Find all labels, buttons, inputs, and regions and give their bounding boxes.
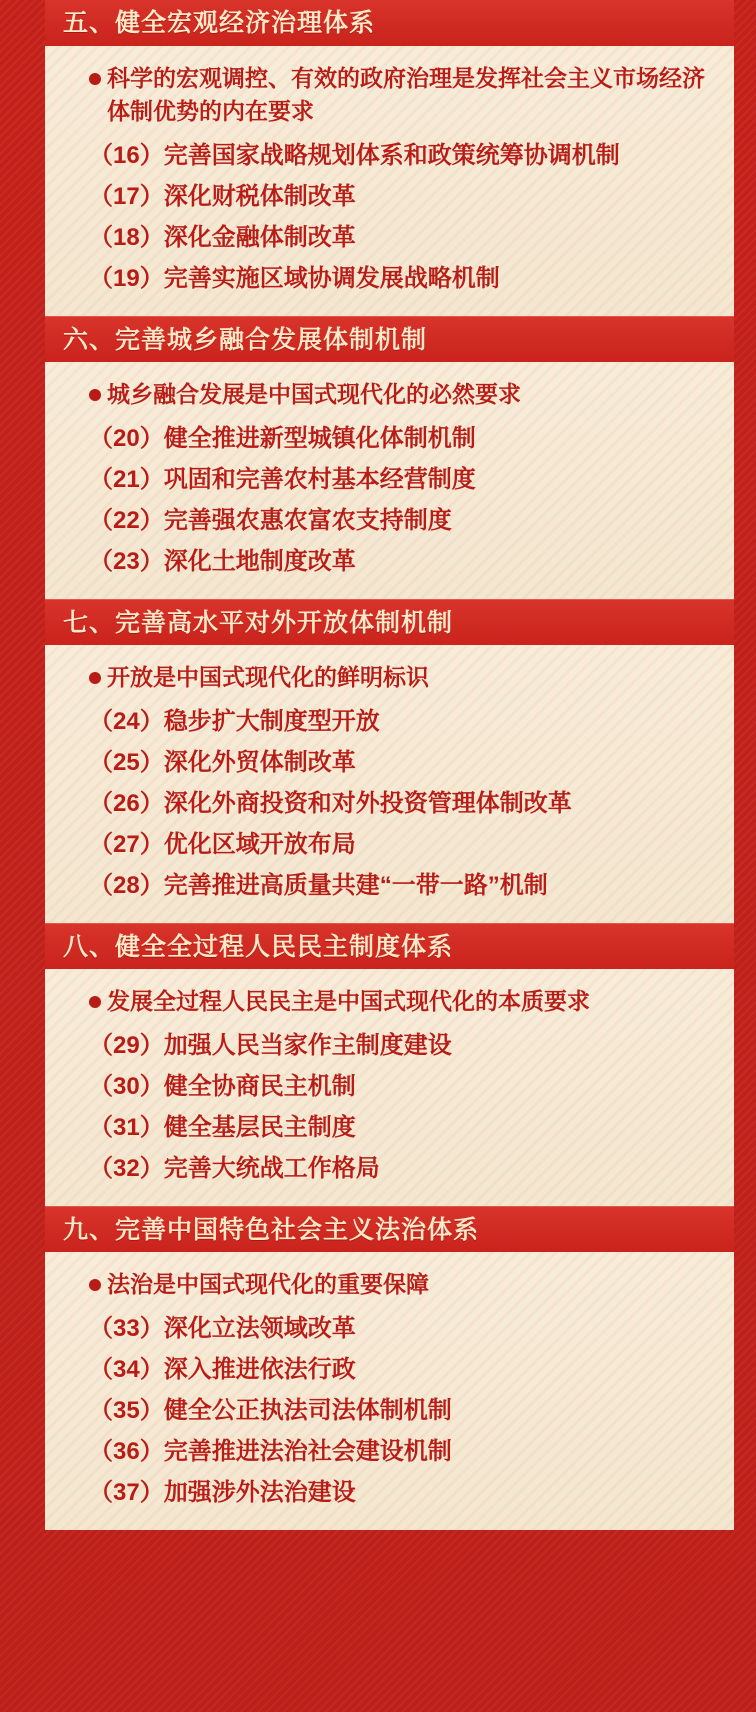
section [45, 599, 734, 923]
bullet-text: 城乡融合发展是中国式现代化的必然要求 [107, 381, 521, 407]
item-number: （37） [89, 1479, 164, 1506]
item-number: （30） [89, 1073, 164, 1100]
item-number: （35） [89, 1397, 164, 1424]
item-text: 完善强农惠农富农支持制度 [163, 507, 452, 534]
bullet-dot-icon [89, 1279, 101, 1291]
item-text: 深化外商投资和对外投资管理体制改革 [163, 790, 572, 817]
item-text: 完善推进高质量共建“一带一路”机制 [163, 872, 548, 899]
item-text: 深化金融体制改革 [163, 224, 356, 251]
section-body [45, 1252, 734, 1530]
numbered-item [89, 786, 716, 821]
section-heading: 七、完善高水平对外开放体制机制 [45, 599, 734, 645]
item-text: 深化财税体制改革 [163, 183, 356, 210]
numbered-item [89, 1028, 716, 1063]
numbered-item [89, 179, 716, 214]
item-number: （19） [89, 265, 164, 292]
numbered-item [89, 827, 716, 862]
item-text: 深化土地制度改革 [163, 548, 356, 575]
item-text: 健全基层民主制度 [163, 1114, 356, 1141]
item-text: 深入推进依法行政 [163, 1356, 356, 1383]
bullet-dot-icon [89, 73, 101, 85]
item-number: （22） [89, 507, 164, 534]
item-number: （23） [89, 548, 164, 575]
item-text: 深化外贸体制改革 [163, 749, 356, 776]
bullet-item [89, 661, 716, 694]
section-heading: 八、健全全过程人民民主制度体系 [45, 923, 734, 969]
section [45, 923, 734, 1206]
numbered-item [89, 1069, 716, 1104]
item-text: 完善实施区域协调发展战略机制 [163, 265, 500, 292]
item-number: （32） [89, 1155, 164, 1182]
numbered-item [89, 503, 716, 538]
section-heading: 九、完善中国特色社会主义法治体系 [45, 1206, 734, 1252]
bullet-dot-icon [89, 672, 101, 684]
numbered-item [89, 220, 716, 255]
section-heading: 五、健全宏观经济治理体系 [45, 0, 734, 46]
numbered-item [89, 462, 716, 497]
item-number: （24） [89, 708, 164, 735]
item-text: 加强人民当家作主制度建设 [163, 1032, 452, 1059]
item-number: （36） [89, 1438, 164, 1465]
item-text: 完善大统战工作格局 [163, 1155, 380, 1182]
bullet-text: 发展全过程人民民主是中国式现代化的本质要求 [107, 988, 590, 1014]
sections-container [45, 0, 734, 1536]
bullet-item [89, 985, 716, 1018]
section [45, 316, 734, 599]
numbered-item [89, 544, 716, 579]
item-text: 完善推进法治社会建设机制 [163, 1438, 452, 1465]
item-text: 健全推进新型城镇化体制机制 [163, 425, 476, 452]
item-number: （31） [89, 1114, 164, 1141]
numbered-item [89, 261, 716, 296]
bullet-text: 开放是中国式现代化的鲜明标识 [107, 664, 429, 690]
numbered-item [89, 1434, 716, 1469]
bullet-item [89, 378, 716, 411]
item-number: （34） [89, 1356, 164, 1383]
numbered-item [89, 745, 716, 780]
numbered-item [89, 421, 716, 456]
item-number: （26） [89, 790, 164, 817]
section-heading: 六、完善城乡融合发展体制机制 [45, 316, 734, 362]
item-number: （27） [89, 831, 164, 858]
bullet-dot-icon [89, 996, 101, 1008]
numbered-item [89, 1311, 716, 1346]
item-number: （20） [89, 425, 164, 452]
item-text: 健全公正执法司法体制机制 [163, 1397, 452, 1424]
numbered-item [89, 1110, 716, 1145]
bullet-item [89, 1268, 716, 1301]
item-text: 加强涉外法治建设 [163, 1479, 356, 1506]
item-number: （16） [89, 142, 164, 169]
numbered-item [89, 1393, 716, 1428]
item-number: （33） [89, 1315, 164, 1342]
item-number: （18） [89, 224, 164, 251]
item-number: （17） [89, 183, 164, 210]
section [45, 0, 734, 316]
item-number: （21） [89, 466, 164, 493]
numbered-item [89, 138, 716, 173]
bullet-text: 法治是中国式现代化的重要保障 [107, 1271, 429, 1297]
item-text: 健全协商民主机制 [163, 1073, 356, 1100]
item-text: 深化立法领域改革 [163, 1315, 356, 1342]
bullet-text: 科学的宏观调控、有效的政府治理是发挥社会主义市场经济体制优势的内在要求 [107, 65, 705, 124]
item-text: 稳步扩大制度型开放 [163, 708, 380, 735]
section-body [45, 645, 734, 923]
numbered-item [89, 1151, 716, 1186]
section [45, 1206, 734, 1530]
section-body [45, 362, 734, 599]
section-body [45, 969, 734, 1206]
item-text: 完善国家战略规划体系和政策统筹协调机制 [163, 142, 620, 169]
bullet-dot-icon [89, 389, 101, 401]
numbered-item [89, 704, 716, 739]
numbered-item [89, 868, 716, 903]
item-number: （28） [89, 872, 164, 899]
bullet-item [89, 62, 716, 128]
item-text: 巩固和完善农村基本经营制度 [163, 466, 476, 493]
numbered-item [89, 1352, 716, 1387]
numbered-item [89, 1475, 716, 1510]
item-number: （25） [89, 749, 164, 776]
section-body [45, 46, 734, 316]
item-number: （29） [89, 1032, 164, 1059]
item-text: 优化区域开放布局 [163, 831, 356, 858]
